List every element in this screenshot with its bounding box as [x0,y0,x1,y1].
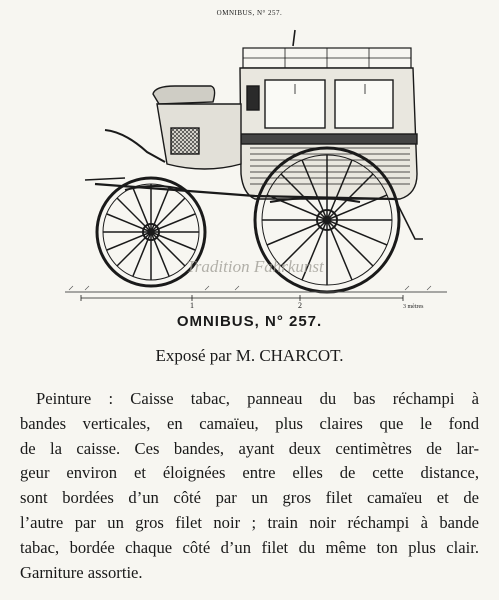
side-lamp [247,86,259,110]
scale-mark: 1 [190,301,194,309]
driver-seat [153,86,215,104]
omnibus-carriage-engraving [55,24,455,309]
description-line: Garniture assortie. [20,562,143,582]
scale-mark: 2 [298,301,302,309]
exhibitor-line: Exposé par M. CHARCOT. [155,346,344,365]
description-line: l’autre par un gros filet noir ; train noir réchampi à bande [20,512,479,532]
description-line: bandes verticales, en camaïeu, plus claires que le fond [20,413,479,433]
description-line: Peinture : Caisse tabac, panneau du bas réchampi à [36,389,479,408]
running-header: OMNIBUS, N° 257. [216,9,283,17]
carriage-window [335,80,393,128]
description-line: tabac, bordée chaque côté d’un filet du même ton plus clair. [20,537,479,557]
watermark: Tradition Fahrkunst [186,257,324,276]
boot-grille [171,128,199,154]
plate-title: OMNIBUS, N° 257. [176,313,323,330]
scale-bar [81,295,403,301]
description-line: de la caisse. Ces bandes, ayant deux centimètres de lar- [20,438,479,458]
ground-line [65,286,447,292]
scale-mark: 3 mètres [403,304,424,309]
paint-description [20,387,479,585]
description-line: sont bordées d’un côté par un gros filet camaïeu et de [20,488,479,508]
description-line: geur environ et éloignées entre elles de cette distance, [20,463,479,483]
